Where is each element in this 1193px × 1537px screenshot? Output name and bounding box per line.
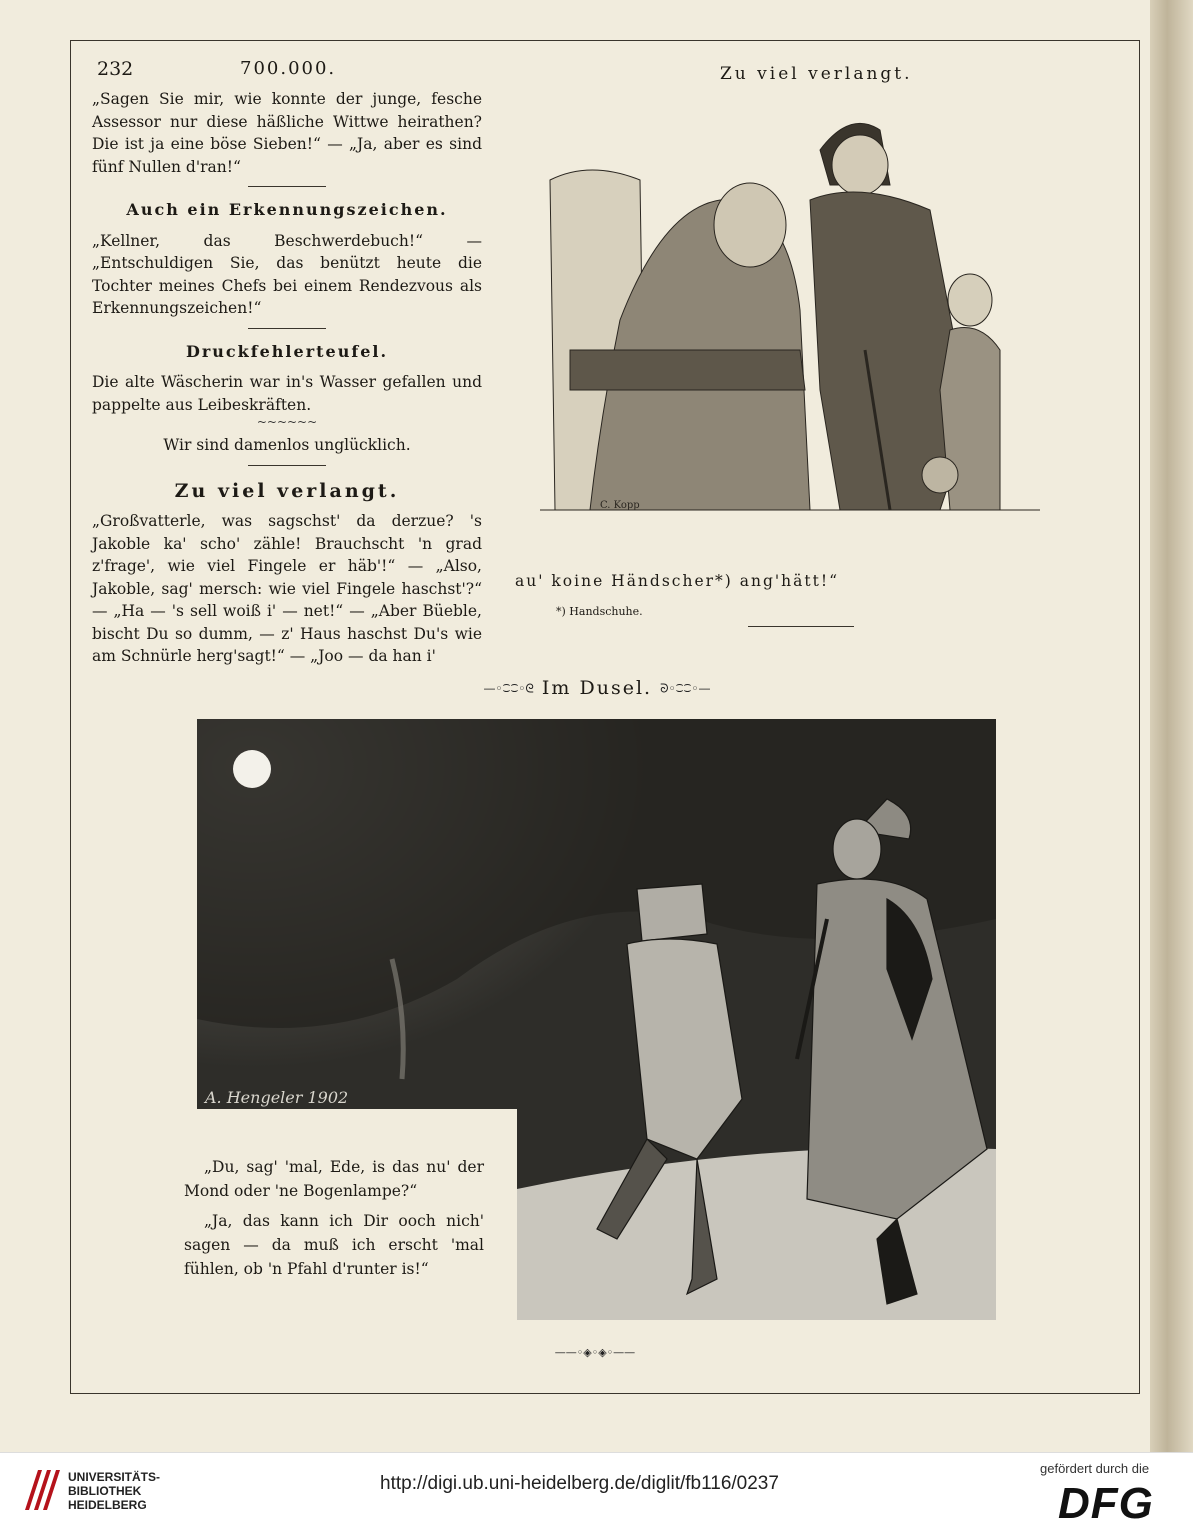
section-heading-erkennungszeichen: Auch ein Erkennungszeichen. xyxy=(126,200,448,219)
document-url-link[interactable]: http://digi.ub.uni-heidelberg.de/diglit/fb116/0237 xyxy=(380,1473,779,1494)
section-heading-im-dusel xyxy=(452,677,742,699)
page-number: 232 xyxy=(97,58,134,80)
left-column xyxy=(92,88,482,668)
end-ornament: ——◦◈◦◈◦—— xyxy=(554,1346,636,1359)
divider xyxy=(748,626,854,627)
section-heading-druckfehlerteufel: Druckfehlerteufel. xyxy=(185,341,389,361)
wave-divider: ~~~~~~ xyxy=(256,415,318,429)
zu-viel-verlangt-text: „Großvatterle, was sagschst' da derzue? 's Jakoble ka' scho' zähle! Brauchscht 'n grad z'frage', wie viel Fingele er häb'!“ — „Also, Jakoble, sag' mersch: wie viel Fingele haschst'?“ — „Ha — 's sell woiß i' — net!“ — „Aber Büeble, bischt Du so dumm, — z' Haus haschst Du's wie am Schnürle herg'sagt!“ — „Joo — da han i' xyxy=(92,512,482,665)
dialog-line-2: „Ja, das kann ich Dir ooch nich' sagen — da muß ich erscht 'mal fühlen, ob 'n Pfahl d'runter is!“ xyxy=(184,1212,484,1278)
funding-note: gefördert durch die xyxy=(1040,1461,1150,1476)
university-name-line: HEIDELBERG xyxy=(68,1498,147,1512)
ornament-left: —◦⁐⁐◦ᘓ xyxy=(483,681,534,696)
section-heading-zu-viel-verlangt: Zu viel verlangt. xyxy=(174,479,400,502)
ornament-right: ᘐ◦⁐⁐◦— xyxy=(660,681,711,696)
divider xyxy=(248,465,326,466)
section-title: Im Dusel. xyxy=(541,677,653,699)
dialog-text xyxy=(184,1155,484,1281)
university-name[interactable] xyxy=(68,1470,160,1512)
druckfehler-text-2: Wir sind damenlos unglücklich. xyxy=(163,436,411,454)
illustration-signature: C. Kopp xyxy=(600,500,640,511)
illustration-signature: A. Hengeler 1902 xyxy=(205,1088,349,1107)
divider xyxy=(248,328,326,329)
university-logo-icon[interactable] xyxy=(20,1465,60,1515)
footnote: *) Handschuhe. xyxy=(556,605,643,618)
erkennungszeichen-text: „Kellner, das Beschwerdebuch!“ — „Entschuldigen Sie, das benützt heute die Tochter meines Chefs bei einem Rendezvous als Erkennungszeichen!“ xyxy=(92,231,482,317)
druckfehler-text-1: Die alte Wäscherin war in's Wasser gefallen und pappelte aus Leibeskräften. xyxy=(92,373,482,414)
intro-joke: „Sagen Sie mir, wie konnte der junge, fesche Assessor nur diese häßliche Wittwe heirathen? Die ist ja eine böse Sieben!“ — „Ja, aber es sind fünf Nullen d'ran!“ xyxy=(92,90,482,176)
grandfather-illustration xyxy=(530,90,1050,560)
page-gutter xyxy=(1150,0,1193,1452)
university-name-line: BIBLIOTHEK xyxy=(68,1484,142,1498)
viewer-footer xyxy=(0,1452,1193,1537)
dfg-logo[interactable]: DFG xyxy=(1058,1479,1154,1528)
dialog-line-1: „Du, sag' 'mal, Ede, is das nu' der Mond oder 'ne Bogenlampe?“ xyxy=(184,1158,484,1200)
divider xyxy=(248,186,326,187)
university-name-line: UNIVERSITÄTS- xyxy=(68,1470,161,1484)
illustration-caption: au' koine Händscher*) ang'hätt!“ xyxy=(515,572,840,590)
illustration-title: Zu viel verlangt. xyxy=(720,64,913,84)
journal-title: 700.000. xyxy=(240,58,337,79)
